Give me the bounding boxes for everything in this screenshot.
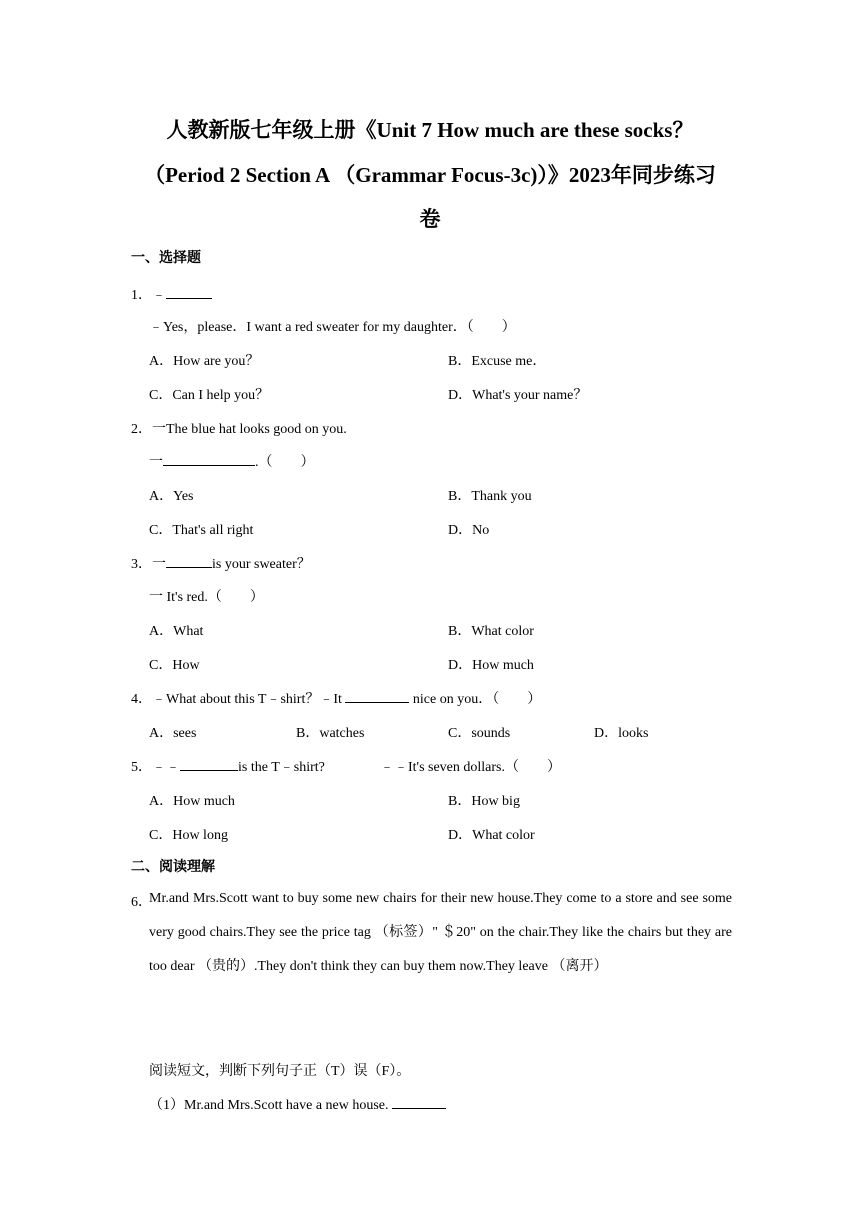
section-heading-reading: 二、阅读理解 [131, 859, 215, 875]
question-number: 2． [131, 422, 152, 437]
option-b[interactable]: B．Excuse me． [448, 354, 547, 369]
dash: 一 [152, 557, 166, 572]
option-b[interactable]: B．How big [448, 794, 520, 809]
option-b[interactable]: B．watches [296, 726, 365, 741]
title-line-3: 卷 [419, 207, 441, 231]
question-text: is the T﹣shirt? [238, 760, 325, 775]
answer-blank[interactable] [166, 553, 212, 568]
option-d[interactable]: D．No [448, 523, 490, 538]
question-4-stem [131, 688, 541, 708]
answer-blank[interactable] [345, 688, 409, 703]
option-b[interactable]: B．Thank you [448, 489, 532, 504]
question-text: nice on you．（ ） [409, 692, 542, 707]
option-b[interactable]: B．What color [448, 624, 534, 639]
question-1-stem [131, 284, 212, 304]
question-2-line2 [149, 451, 315, 471]
question-text: is your sweater？ [212, 557, 311, 572]
answer-blank[interactable] [163, 451, 255, 466]
option-a[interactable]: A．How much [149, 794, 235, 809]
title-line-1: 人教新版七年级上册《Unit 7 How much are these socks？ [166, 118, 694, 142]
option-a[interactable]: A．sees [149, 726, 197, 741]
section-heading-choice: 一、选择题 [131, 250, 201, 266]
question-text: ﹣ [152, 288, 166, 303]
option-d[interactable]: D．looks [594, 726, 649, 741]
question-number: 4． [131, 692, 152, 707]
option-c[interactable]: C．How long [149, 828, 228, 843]
question-text: .（ ） [255, 455, 315, 470]
option-a[interactable]: A．What [149, 624, 204, 639]
option-a[interactable]: A．Yes [149, 489, 194, 504]
answer-blank[interactable] [392, 1094, 446, 1109]
question-text: ﹣What about this T﹣shirt？﹣It [152, 692, 346, 707]
question-3-line2: 一 It's red.（ ） [149, 590, 264, 605]
reading-instruction: 阅读短文，判断下列句子正（T）误（F）。 [149, 1064, 411, 1079]
question-number: 3． [131, 557, 152, 572]
question-2-stem [131, 418, 347, 438]
question-number: 1． [131, 288, 152, 303]
dash: ﹣﹣ [152, 760, 180, 775]
option-c[interactable]: C．Can I help you？ [149, 388, 270, 403]
answer-blank[interactable] [166, 284, 212, 299]
question-number: 6． [131, 895, 152, 910]
question-5-answer: ﹣﹣It's seven dollars.（ ） [380, 760, 562, 775]
title-line-2: （Period 2 Section A （Grammar Focus-3c)）》2023年同步练习 [144, 163, 716, 187]
option-d[interactable]: D．What color [448, 828, 535, 843]
option-c[interactable]: C．How [149, 658, 200, 673]
dash: 一 [149, 455, 163, 470]
option-c[interactable]: C．That's all right [149, 523, 254, 538]
question-text: 一The blue hat looks good on you. [152, 422, 347, 437]
question-5-stem [131, 756, 325, 776]
question-3-stem [131, 553, 311, 573]
option-d[interactable]: D．How much [448, 658, 534, 673]
question-1-line2: ﹣Yes，please．I want a red sweater for my daughter．（ ） [149, 320, 516, 335]
question-number: 5． [131, 760, 152, 775]
option-d[interactable]: D．What's your name？ [448, 388, 588, 403]
statement-text: （1）Mr.and Mrs.Scott have a new house. [149, 1098, 393, 1113]
answer-blank[interactable] [180, 756, 238, 771]
option-a[interactable]: A．How are you？ [149, 354, 260, 369]
option-c[interactable]: C．sounds [448, 726, 511, 741]
reading-passage: Mr.and Mrs.Scott want to buy some new chairs for their new house.They come to a store and see some very good chairs.They see the price tag （标签）" ＄20" on the chair.They like the chairs but they are too dear （贵的）.They don't think they can buy them now.They leave （离开） [149, 891, 732, 974]
statement-1 [149, 1094, 446, 1114]
